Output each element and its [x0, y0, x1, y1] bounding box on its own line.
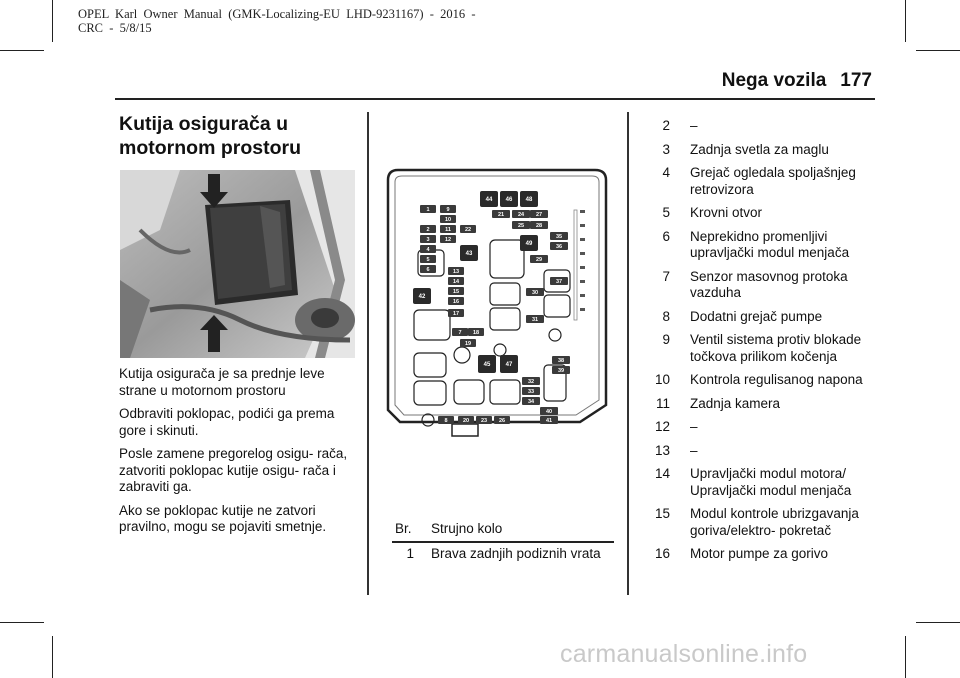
fuse-label: 47: [505, 362, 513, 369]
table-row: 14 Upravljački modul motora/ Upravljački modul menjača: [654, 466, 852, 498]
fuse-label: 13: [452, 269, 460, 276]
table-row: 4 Grejač ogledala spoljašnjeg retrovizora: [662, 165, 856, 197]
paragraph: Odbraviti poklopac, podići ga prema gore i skinuti.: [119, 406, 335, 438]
fuse-label: 49: [525, 241, 533, 248]
table-row: 5 Krovni otvor: [662, 205, 763, 220]
fuse-label: 11: [445, 227, 451, 234]
crop-mark: [52, 0, 53, 42]
document-meta: OPEL Karl Owner Manual (GMK-Localizing-EU LHD-9231167) - 2016 - CRC - 5/8/15: [78, 7, 476, 35]
fuse-label: 25: [517, 223, 525, 230]
fuse-label: 48: [525, 197, 533, 204]
fuse-label: 40: [545, 409, 553, 416]
fuse-label: 4: [426, 247, 430, 254]
fuse-label: 35: [555, 234, 563, 241]
crop-mark: [916, 50, 960, 51]
fuse-label: 18: [472, 330, 480, 337]
fuse-label: 21: [497, 212, 505, 219]
fuse-label: 14: [452, 279, 460, 286]
table-row: 1 Brava zadnjih podiznih vrata: [406, 546, 601, 561]
fuse-label: 9: [446, 207, 450, 214]
crop-mark: [0, 50, 44, 51]
fuse-label: 26: [498, 418, 506, 425]
table-row: 9 Ventil sistema protiv blokade točkova prilikom kočenja: [662, 332, 862, 364]
fuse-label: 41: [545, 418, 553, 425]
fuse-label: 30: [531, 290, 539, 297]
column-divider: [367, 112, 369, 595]
crop-mark: [905, 636, 906, 678]
fuse-label: 16: [452, 299, 460, 306]
section-heading: Kutija osigurača u motornom prostoru: [119, 113, 301, 159]
fuse-label: 6: [426, 267, 430, 274]
table-row: 16 Motor pumpe za gorivo: [654, 546, 829, 561]
page-number: 177: [840, 70, 872, 91]
fuse-table-part-1: [392, 546, 614, 570]
fuse-label: 24: [517, 212, 525, 219]
fuse-label: 5: [426, 257, 430, 264]
fuse-label: 29: [535, 257, 543, 264]
fuse-label: 22: [464, 227, 472, 234]
fuse-label: 8: [444, 418, 448, 425]
fuse-label: 32: [527, 379, 535, 386]
table-row: 7 Senzor masovnog protoka vazduha: [662, 268, 848, 300]
crop-mark: [0, 622, 44, 623]
table-row: 2 –: [662, 118, 698, 133]
fuse-table-part-2: [640, 118, 880, 570]
fuse-label: 37: [555, 279, 563, 286]
fuse-label: 43: [465, 251, 473, 258]
fuse-label: 34: [527, 399, 535, 406]
column-divider: [627, 112, 629, 595]
column-header-number: Br.: [395, 521, 412, 536]
running-header: [708, 70, 872, 92]
fuse-label: 19: [464, 341, 472, 348]
engine-fuse-box-photo: [120, 170, 355, 358]
fuse-label: 3: [426, 237, 430, 244]
watermark: carmanualsonline.info: [560, 640, 808, 668]
fuse-label: 36: [555, 244, 563, 251]
section-title: Nega vozila: [721, 70, 827, 91]
crop-mark: [52, 636, 53, 678]
table-row: 3 Zadnja svetla za maglu: [662, 141, 829, 157]
fuse-label: 31: [531, 317, 539, 324]
table-header-rule: [392, 541, 614, 543]
crop-mark: [916, 622, 960, 623]
fuse-label: 17: [452, 311, 460, 318]
fuse-box-diagram: [380, 160, 615, 460]
table-row: 6 Neprekidno promenljivi upravljački modul menjača: [662, 228, 850, 260]
table-row: 15 Modul kontrole ubrizgavanja goriva/elektro- pokretač: [654, 506, 859, 538]
table-row: 12 –: [654, 419, 698, 434]
instructions-text: [119, 366, 359, 543]
fuse-label: 7: [458, 330, 462, 337]
fuse-label: 10: [444, 217, 452, 224]
paragraph: Kutija osigurača je sa prednje leve strane u motornom prostoru: [119, 366, 325, 398]
fuse-label: 23: [480, 418, 488, 425]
fuse-label: 33: [527, 389, 535, 396]
fuse-label: 2: [426, 227, 430, 234]
fuse-label: 12: [444, 237, 452, 244]
fuse-label: 20: [462, 418, 470, 425]
crop-mark: [905, 0, 906, 42]
fuse-label: 44: [485, 197, 493, 204]
fuse-label: 39: [557, 368, 565, 375]
fuse-label: 46: [505, 197, 513, 204]
fuse-label: 27: [535, 212, 543, 219]
table-row: 10 Kontrola regulisanog napona: [654, 372, 863, 387]
fuse-label: 45: [483, 362, 491, 369]
paragraph: Ako se poklopac kutije ne zatvori pravilno, mogu se pojaviti smetnje.: [119, 502, 327, 534]
fuse-label: 38: [557, 358, 565, 365]
table-row: 13 –: [654, 442, 698, 458]
fuse-label: 28: [535, 223, 543, 230]
fuse-label: 15: [452, 289, 460, 296]
table-row: 8 Dodatni grejač pumpe: [662, 308, 823, 324]
paragraph: Posle zamene pregorelog osigu- rača, zatvoriti poklopac kutije osigu- rača i zabraviti ga.: [119, 446, 348, 494]
header-rule: [115, 98, 875, 100]
table-row: 11 Zadnja kamera: [655, 395, 781, 411]
fuse-label: 1: [426, 207, 430, 214]
column-header-circuit: Strujno kolo: [431, 521, 503, 536]
fuse-label: 42: [418, 294, 426, 301]
